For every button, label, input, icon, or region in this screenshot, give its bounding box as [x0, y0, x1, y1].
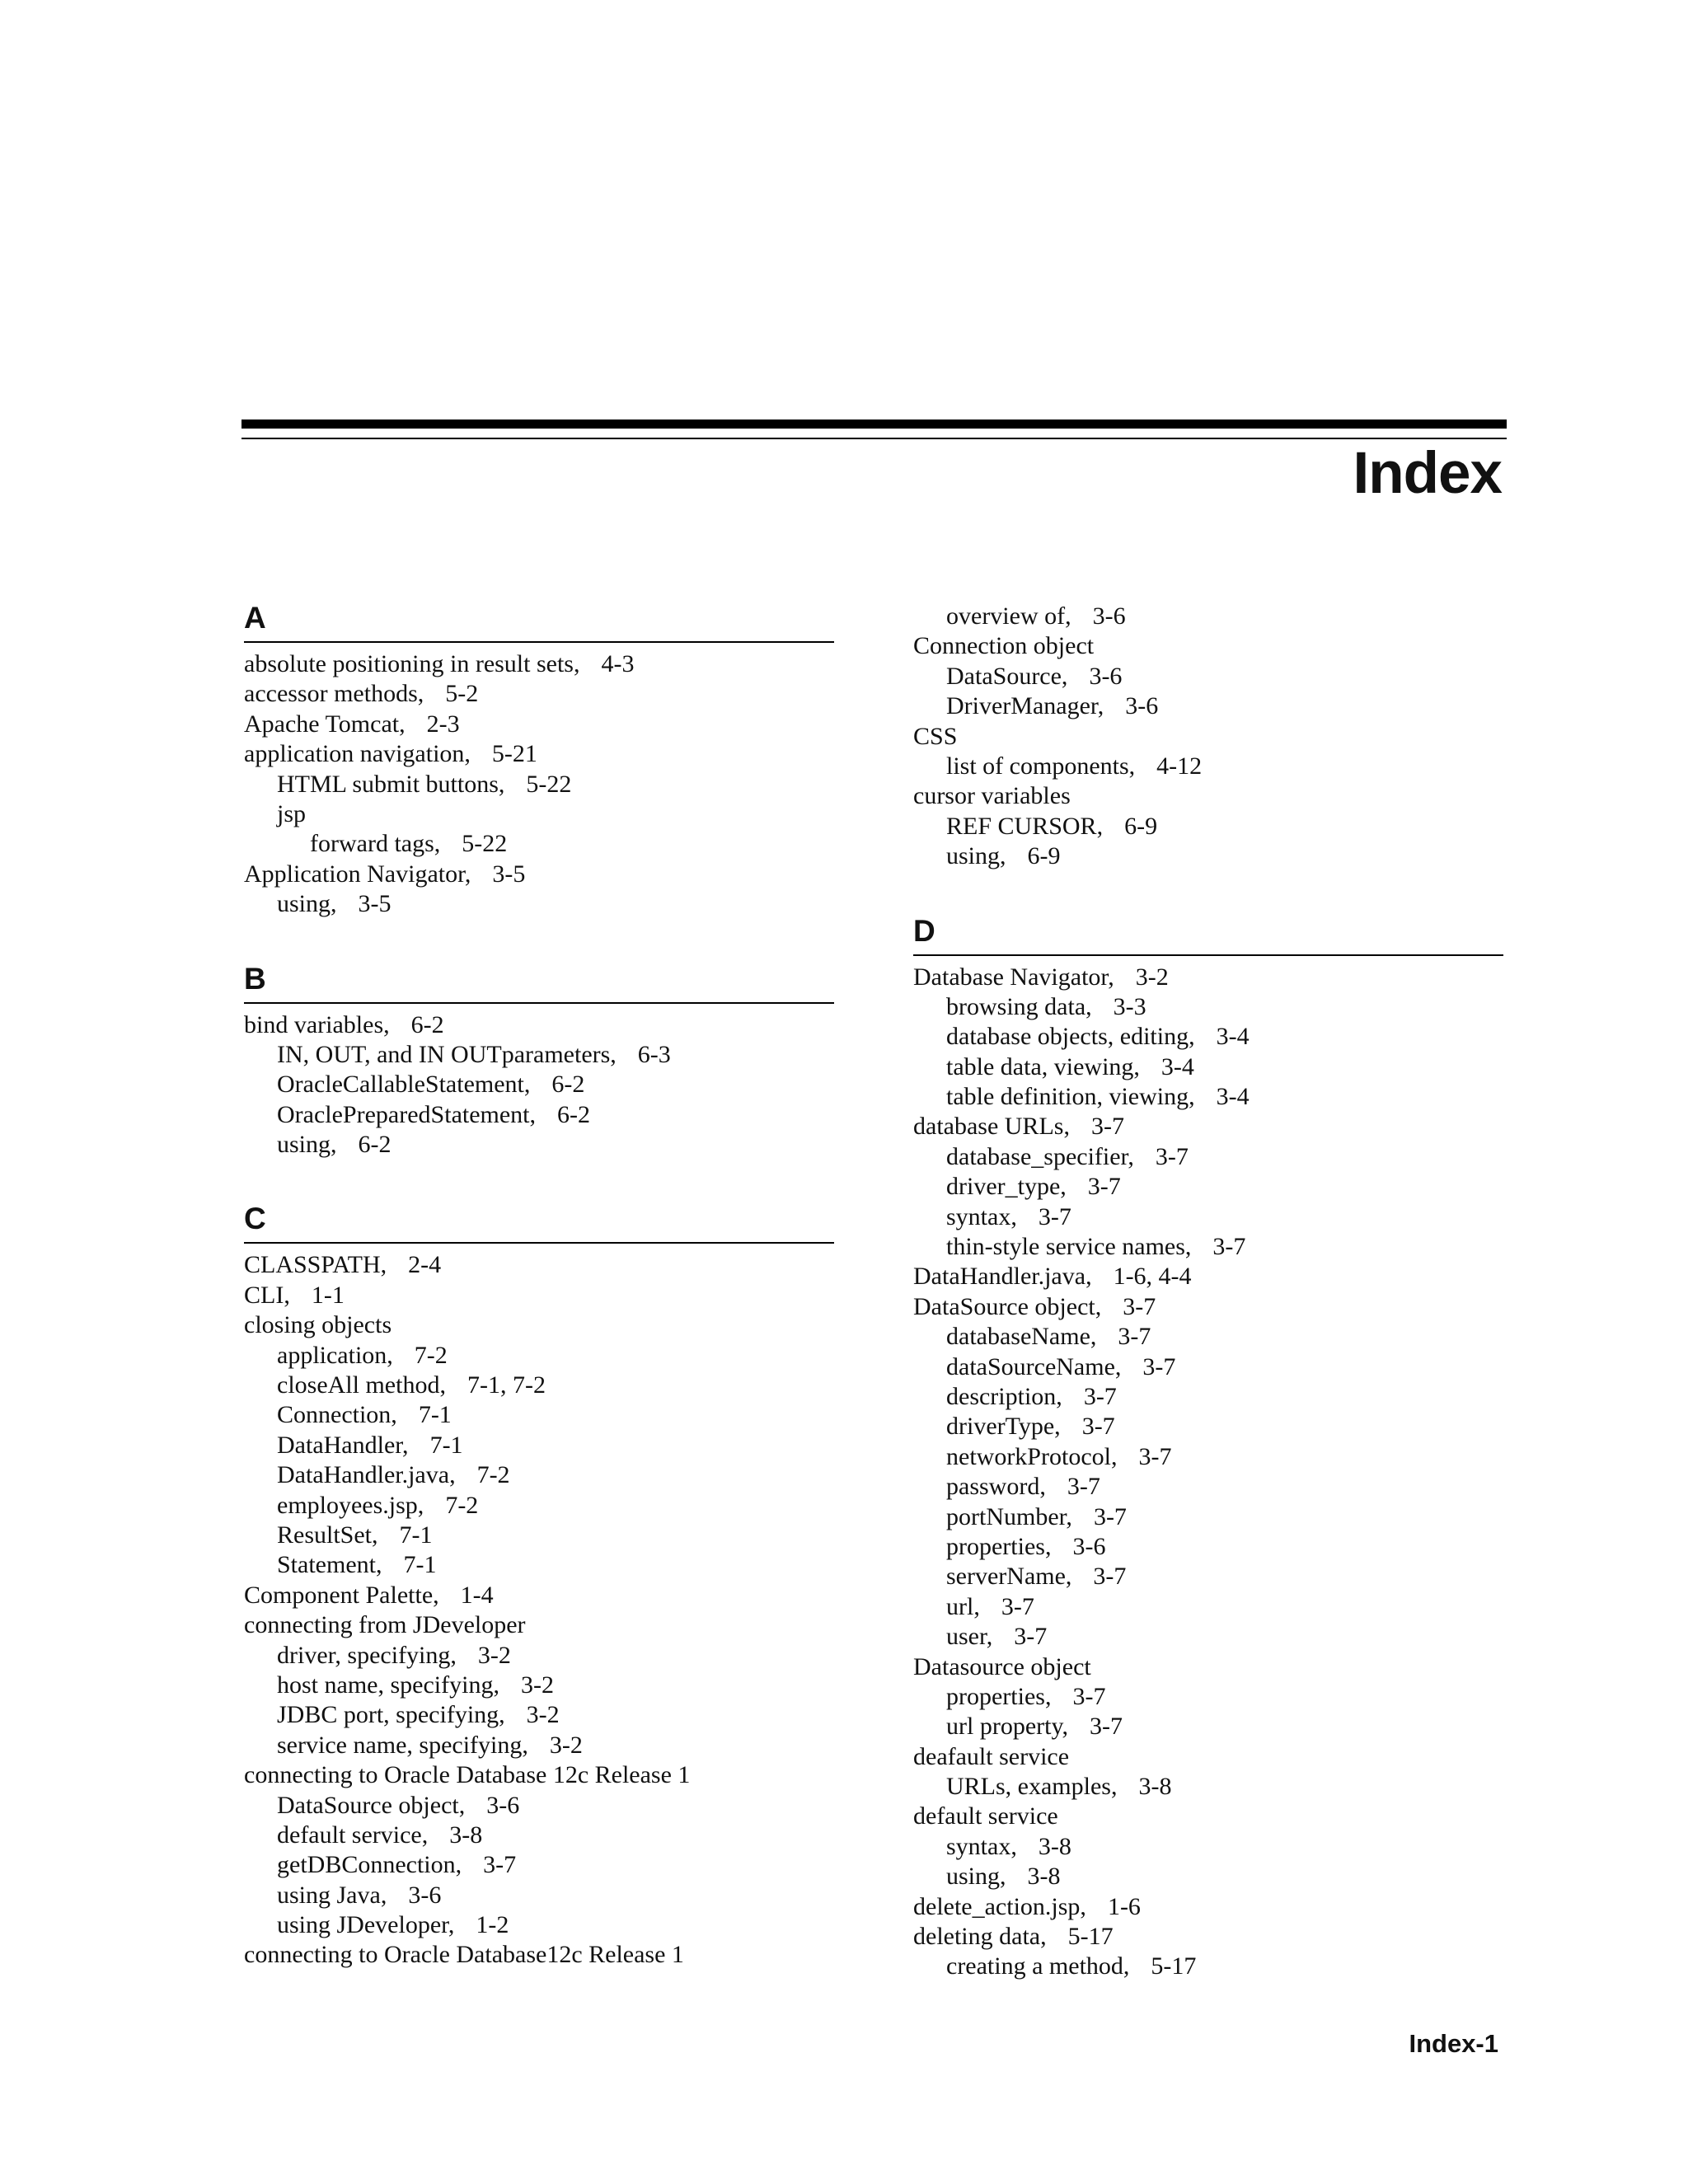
index-page-reference: 3-7 — [1083, 1382, 1117, 1410]
index-page-reference: 3-7 — [1093, 1563, 1127, 1591]
index-term: host name, specifying, — [277, 1671, 499, 1699]
index-term: using, — [946, 842, 1006, 870]
index-term: properties, — [946, 1682, 1052, 1710]
index-entry — [244, 1371, 834, 1400]
index-term: CLI, — [244, 1281, 290, 1309]
index-entry — [913, 1802, 1503, 1831]
index-page-reference: 5-21 — [491, 740, 537, 768]
index-page-reference: 5-17 — [1151, 1952, 1197, 1980]
index-entry — [913, 1352, 1503, 1382]
index-page-reference: 3-7 — [1123, 1292, 1156, 1320]
index-term: database objects, editing, — [946, 1023, 1195, 1051]
index-page-reference: 3-4 — [1160, 1052, 1194, 1080]
index-page-reference: 3-8 — [449, 1821, 483, 1849]
index-term: overview of, — [946, 602, 1071, 630]
index-term: driverType, — [946, 1413, 1061, 1441]
index-page-reference: 1-6, 4-4 — [1113, 1263, 1192, 1291]
index-term: employees.jsp, — [277, 1491, 424, 1519]
index-page-reference: 7-2 — [414, 1341, 448, 1369]
index-entry — [244, 1581, 834, 1610]
index-term: syntax, — [946, 1832, 1017, 1860]
page-title: Index — [1353, 441, 1502, 506]
index-term: description, — [946, 1382, 1062, 1410]
index-page-reference: 3-7 — [1081, 1413, 1115, 1441]
index-term: CLASSPATH, — [244, 1251, 387, 1279]
index-page-reference: 7-2 — [476, 1461, 510, 1489]
index-term: DriverManager, — [946, 692, 1104, 720]
index-term: creating a method, — [946, 1952, 1130, 1980]
index-entry — [913, 1892, 1503, 1922]
index-entry — [913, 1862, 1503, 1891]
index-term: database URLs, — [913, 1113, 1070, 1141]
index-term: url property, — [946, 1713, 1069, 1741]
index-entry — [913, 752, 1503, 781]
index-page-reference: 3-6 — [1092, 602, 1126, 630]
index-page-reference: 3-7 — [1090, 1713, 1123, 1741]
index-term: DataHandler.java, — [913, 1263, 1092, 1291]
index-page-reference: 2-4 — [408, 1251, 442, 1279]
index-entry — [244, 1550, 834, 1580]
index-page-reference: 3-8 — [1038, 1832, 1071, 1860]
index-entry — [244, 1671, 834, 1700]
index-entry — [244, 710, 834, 739]
index-term: DataHandler.java, — [277, 1461, 456, 1489]
index-term: Connection object — [913, 632, 1095, 660]
index-term: Database Navigator, — [913, 963, 1114, 991]
index-entry — [244, 739, 834, 769]
index-page-reference: 3-7 — [1118, 1323, 1151, 1351]
index-entry — [913, 1472, 1503, 1502]
index-page-reference: 3-7 — [1155, 1142, 1189, 1170]
index-term: browsing data, — [946, 992, 1092, 1020]
section-spacer — [244, 920, 834, 956]
index-entry — [244, 649, 834, 679]
index-page-reference: 3-2 — [1135, 963, 1169, 991]
index-term: deafault service — [913, 1742, 1070, 1770]
index-page-reference: 3-7 — [1067, 1473, 1100, 1501]
index-term: DataSource, — [946, 662, 1068, 690]
index-entry — [913, 1052, 1503, 1082]
index-page-reference: 2-3 — [426, 710, 460, 738]
index-entry — [913, 1412, 1503, 1441]
index-term: DataSource object, — [913, 1292, 1102, 1320]
index-term: Component Palette, — [244, 1581, 439, 1609]
index-term: syntax, — [946, 1202, 1017, 1230]
index-term: cursor variables — [913, 782, 1071, 810]
index-entry — [244, 1610, 834, 1640]
index-page-reference: 6-9 — [1124, 812, 1158, 840]
index-page-reference: 1-2 — [476, 1911, 509, 1939]
index-entry — [244, 1431, 834, 1460]
index-entry — [244, 1881, 834, 1910]
index-page-reference: 5-2 — [445, 680, 479, 708]
index-page-reference: 3-5 — [358, 890, 392, 918]
index-term: driver_type, — [946, 1173, 1067, 1201]
index-entry — [913, 1232, 1503, 1262]
index-term: thin-style service names, — [946, 1233, 1192, 1261]
index-term: connecting to Oracle Database 12c Release 1 — [244, 1761, 691, 1789]
index-term: DataHandler, — [277, 1431, 409, 1459]
index-entry — [244, 1821, 834, 1850]
index-term: Datasource object — [913, 1652, 1091, 1680]
index-page-reference: 3-8 — [1027, 1863, 1061, 1891]
index-entry — [244, 1341, 834, 1371]
index-page-reference: 5-22 — [526, 770, 572, 798]
section-letter-heading: D — [913, 908, 1503, 956]
index-page-reference: 3-6 — [408, 1881, 442, 1909]
index-term: JDBC port, specifying, — [277, 1701, 505, 1729]
index-entry — [913, 1532, 1503, 1562]
index-entry — [244, 1070, 834, 1099]
index-section — [244, 920, 834, 1160]
index-entry — [913, 1292, 1503, 1322]
index-page-reference: 3-7 — [1138, 1442, 1172, 1470]
index-term: forward tags, — [310, 830, 441, 858]
index-term: list of components, — [946, 752, 1136, 780]
index-page-reference: 3-2 — [520, 1671, 554, 1699]
section-letter-heading: B — [244, 956, 834, 1004]
index-term: service name, specifying, — [277, 1731, 528, 1759]
index-entry — [244, 1940, 834, 1970]
index-entry — [244, 1100, 834, 1130]
index-term: absolute positioning in result sets, — [244, 650, 580, 677]
index-entry — [913, 1922, 1503, 1952]
index-entry — [913, 662, 1503, 691]
index-term: dataSourceName, — [946, 1352, 1122, 1380]
index-page-reference: 5-17 — [1067, 1923, 1114, 1951]
index-page-reference: 3-3 — [1113, 992, 1146, 1020]
index-page-reference: 6-9 — [1027, 842, 1061, 870]
index-page-reference: 4-3 — [601, 650, 635, 677]
index-term: user, — [946, 1623, 993, 1651]
index-term: table definition, viewing, — [946, 1083, 1195, 1111]
index-entry — [913, 1382, 1503, 1412]
index-term: password, — [946, 1473, 1046, 1501]
section-spacer — [913, 872, 1503, 908]
index-term: properties, — [946, 1532, 1052, 1560]
index-page-reference: 3-7 — [1093, 1502, 1127, 1530]
section-letter-heading: C — [244, 1196, 834, 1244]
index-page-reference: 7-1 — [429, 1431, 463, 1459]
index-page-reference: 3-4 — [1216, 1083, 1250, 1111]
index-page-reference: 3-6 — [486, 1791, 520, 1819]
index-page-reference: 3-7 — [483, 1851, 517, 1879]
index-term: database_specifier, — [946, 1142, 1134, 1170]
index-entry — [913, 722, 1503, 752]
index-term: databaseName, — [946, 1323, 1097, 1351]
index-entry — [913, 1142, 1503, 1172]
index-column-right — [913, 602, 1503, 1982]
index-term: REF CURSOR, — [946, 812, 1104, 840]
index-entry — [913, 1832, 1503, 1862]
index-page-reference: 7-2 — [445, 1491, 479, 1519]
index-term: deleting data, — [913, 1923, 1047, 1951]
index-page-reference: 3-7 — [1014, 1623, 1048, 1651]
index-term: driver, specifying, — [277, 1641, 457, 1669]
index-entry — [244, 1281, 834, 1310]
index-term: using, — [277, 1131, 337, 1159]
index-entry — [913, 1952, 1503, 1981]
index-entry — [244, 1310, 834, 1340]
index-term: bind variables, — [244, 1010, 390, 1038]
index-term: default service, — [277, 1821, 429, 1849]
index-term: URLs, examples, — [946, 1773, 1118, 1801]
index-entry — [244, 1400, 834, 1430]
index-page-reference: 4-12 — [1156, 752, 1203, 780]
index-entry — [913, 841, 1503, 871]
index-entry — [244, 1910, 834, 1940]
index-entry — [913, 1742, 1503, 1772]
index-entry — [913, 1172, 1503, 1202]
index-term: using, — [946, 1863, 1006, 1891]
index-page-reference: 3-7 — [1142, 1352, 1176, 1380]
index-term: getDBConnection, — [277, 1851, 462, 1879]
index-entry — [244, 1521, 834, 1550]
index-entry — [913, 1712, 1503, 1741]
index-entry — [913, 1202, 1503, 1232]
index-term: application, — [277, 1341, 393, 1369]
index-page-reference: 5-22 — [462, 830, 508, 858]
index-entry — [913, 1322, 1503, 1352]
index-entry — [244, 1791, 834, 1821]
index-entry — [913, 631, 1503, 661]
index-page-reference: 7-1 — [403, 1551, 437, 1579]
index-entry — [244, 1760, 834, 1790]
index-entry — [913, 602, 1503, 631]
index-entry — [244, 1460, 834, 1490]
index-term: url, — [946, 1592, 980, 1620]
index-section — [913, 872, 1503, 1982]
index-page-reference: 3-7 — [1001, 1592, 1034, 1620]
index-entry — [913, 1502, 1503, 1532]
index-term: OraclePreparedStatement, — [277, 1100, 537, 1128]
index-term: networkProtocol, — [946, 1442, 1118, 1470]
index-page-reference: 1-6 — [1107, 1892, 1141, 1920]
index-entry — [913, 963, 1503, 992]
index-entry — [244, 1491, 834, 1521]
index-entry — [244, 770, 834, 799]
index-entry — [913, 1622, 1503, 1652]
index-entry — [913, 1262, 1503, 1291]
index-entry — [244, 1250, 834, 1280]
index-page-reference: 3-6 — [1125, 692, 1159, 720]
index-page-reference: 3-4 — [1216, 1023, 1250, 1051]
index-page-reference: 3-2 — [526, 1701, 560, 1729]
index-page-reference: 3-7 — [1072, 1682, 1106, 1710]
index-entry — [244, 1010, 834, 1040]
index-entry — [913, 691, 1503, 721]
index-term: Connection, — [277, 1401, 397, 1429]
index-page-reference: 6-2 — [551, 1071, 585, 1099]
index-page-reference: 7-1 — [418, 1401, 452, 1429]
index-entry — [913, 1652, 1503, 1682]
index-term: using, — [277, 890, 337, 918]
index-page-reference: 6-2 — [410, 1010, 444, 1038]
index-term: table data, viewing, — [946, 1052, 1140, 1080]
index-entry — [244, 1731, 834, 1760]
index-entry — [913, 1562, 1503, 1591]
index-term: delete_action.jsp, — [913, 1892, 1086, 1920]
index-entry — [244, 1040, 834, 1070]
section-letter-heading: A — [244, 595, 834, 643]
index-page-reference: 7-1, 7-2 — [467, 1371, 546, 1399]
index-page-reference: 3-7 — [1038, 1202, 1071, 1230]
index-page-reference: 1-4 — [460, 1581, 494, 1609]
index-entry — [244, 1130, 834, 1160]
index-page-reference: 3-2 — [549, 1731, 583, 1759]
index-entry — [913, 1442, 1503, 1472]
index-term: jsp — [277, 799, 307, 827]
title-rule-thin — [241, 438, 1507, 439]
index-term: Statement, — [277, 1551, 382, 1579]
index-page-reference: 3-7 — [1087, 1173, 1121, 1201]
index-entry — [244, 1850, 834, 1880]
index-term: using JDeveloper, — [277, 1911, 455, 1939]
index-page-reference: 3-8 — [1138, 1773, 1172, 1801]
index-term: CSS — [913, 722, 958, 750]
index-entry — [244, 829, 834, 859]
index-page-reference: 6-3 — [637, 1040, 671, 1068]
index-entry — [244, 799, 834, 829]
section-spacer — [244, 1160, 834, 1196]
index-entry — [913, 781, 1503, 811]
index-entry — [913, 1022, 1503, 1052]
index-term: OracleCallableStatement, — [277, 1071, 531, 1099]
index-section — [913, 602, 1503, 872]
index-page-reference: 3-7 — [1090, 1113, 1124, 1141]
index-term: Apache Tomcat, — [244, 710, 406, 738]
index-entry — [244, 679, 834, 709]
index-term: connecting from JDeveloper — [244, 1611, 526, 1639]
index-page-reference: 6-2 — [358, 1131, 392, 1159]
index-term: portNumber, — [946, 1502, 1072, 1530]
index-term: default service — [913, 1802, 1058, 1830]
index-term: connecting to Oracle Database12c Release 1 — [244, 1941, 684, 1969]
index-page-reference: 3-6 — [1089, 662, 1123, 690]
index-entry — [244, 1641, 834, 1671]
index-column-left — [244, 595, 834, 1971]
index-term: serverName, — [946, 1563, 1072, 1591]
index-term: ResultSet, — [277, 1521, 378, 1549]
index-entry — [913, 1772, 1503, 1802]
index-term: closeAll method, — [277, 1371, 446, 1399]
index-entry — [244, 1700, 834, 1730]
index-page-reference: 7-1 — [399, 1521, 433, 1549]
page-number: Index-1 — [1409, 2029, 1498, 2058]
index-page-reference: 3-5 — [492, 860, 526, 888]
index-page-reference: 3-7 — [1212, 1233, 1246, 1261]
index-term: accessor methods, — [244, 680, 424, 708]
index-entry — [244, 889, 834, 919]
index-term: IN, OUT, and IN OUTparameters, — [277, 1040, 617, 1068]
index-entry — [244, 860, 834, 889]
index-section — [244, 595, 834, 920]
index-entry — [913, 1082, 1503, 1112]
index-term: application navigation, — [244, 740, 471, 768]
index-term: Application Navigator, — [244, 860, 471, 888]
index-section — [244, 1160, 834, 1970]
index-page-reference: 3-6 — [1072, 1532, 1106, 1560]
index-page-reference: 3-2 — [477, 1641, 511, 1669]
index-entry — [913, 1682, 1503, 1712]
index-entry — [913, 812, 1503, 841]
title-rule-thick — [241, 419, 1507, 429]
index-entry — [913, 992, 1503, 1022]
index-term: closing objects — [244, 1311, 392, 1339]
index-term: using Java, — [277, 1881, 387, 1909]
index-entry — [913, 1112, 1503, 1141]
index-page-reference: 6-2 — [557, 1100, 591, 1128]
index-term: HTML submit buttons, — [277, 770, 505, 798]
index-entry — [913, 1592, 1503, 1622]
index-page-reference: 1-1 — [311, 1281, 345, 1309]
index-term: DataSource object, — [277, 1791, 466, 1819]
